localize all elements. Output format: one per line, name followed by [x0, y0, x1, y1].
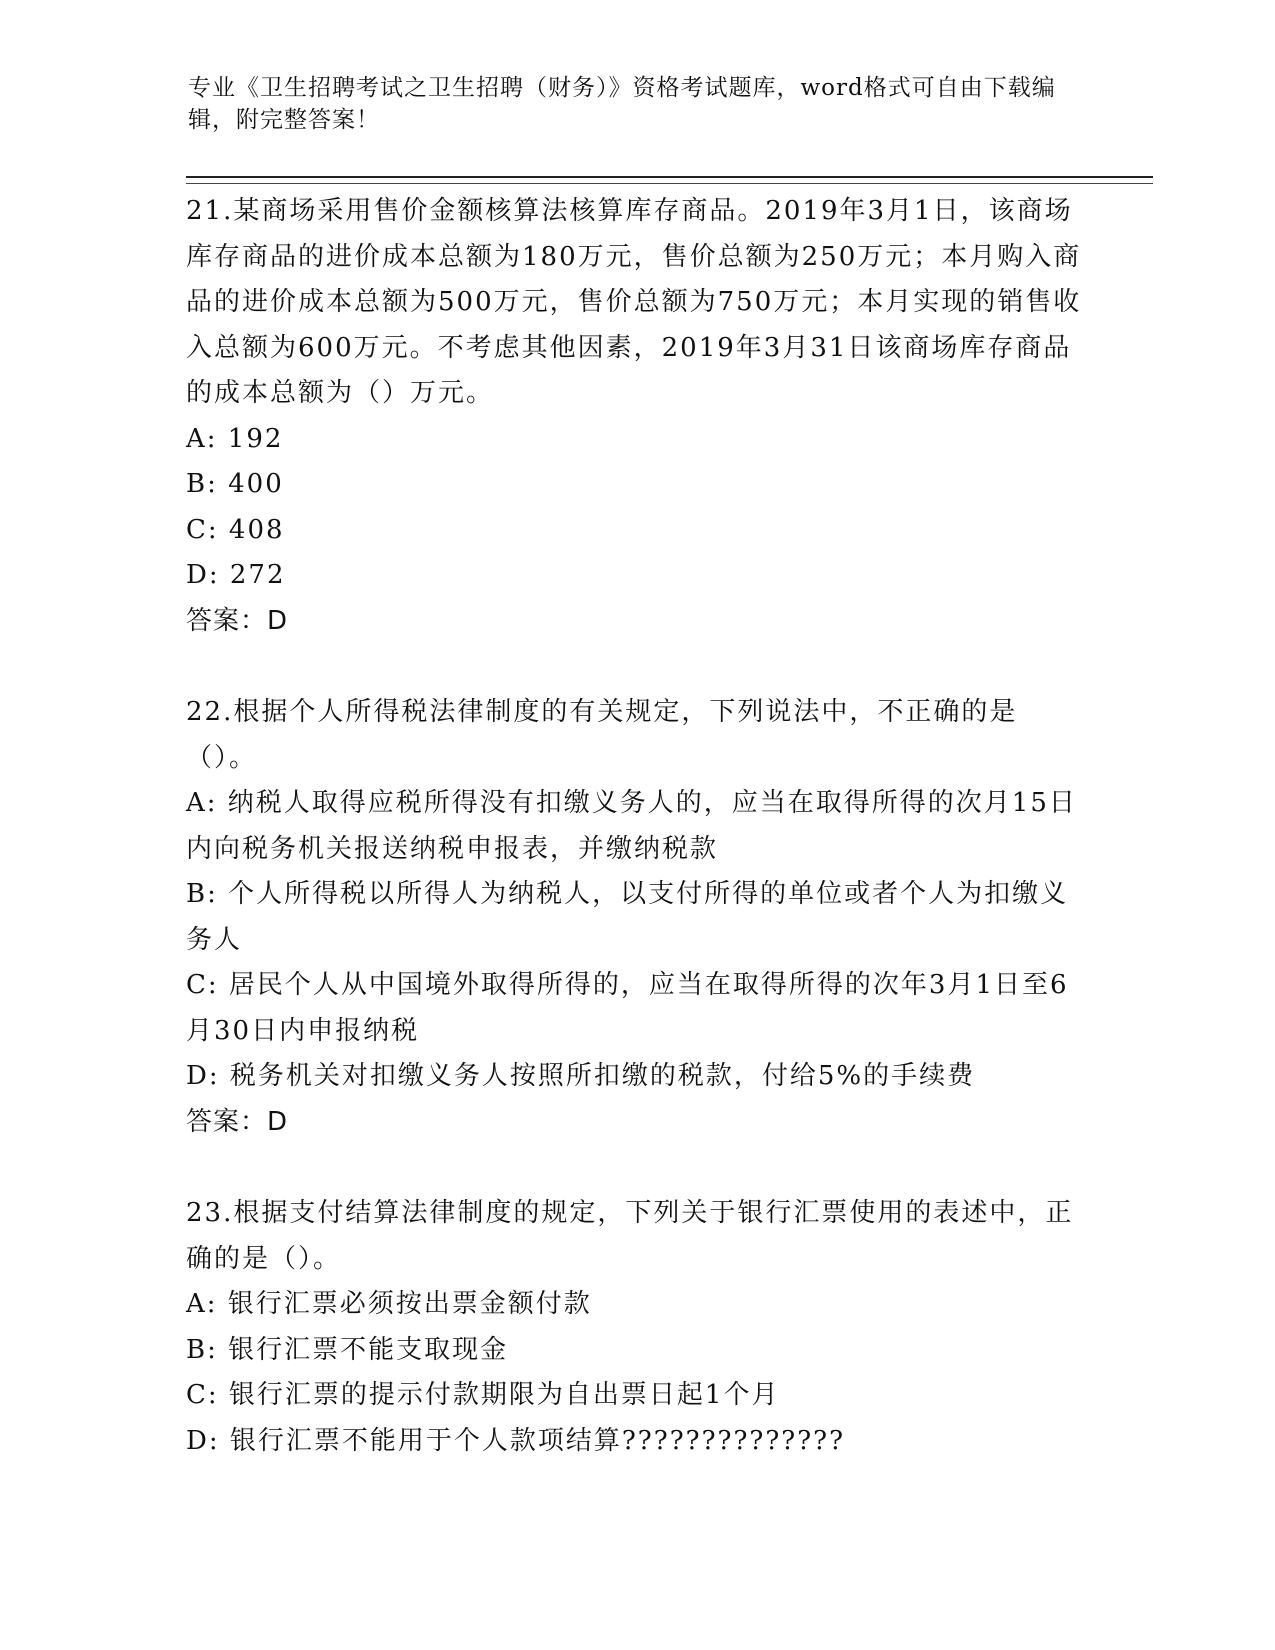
question-23 — [186, 1191, 1086, 1464]
answer-label: 答案：D — [186, 1106, 289, 1137]
question-list — [186, 189, 1086, 1464]
question-22 — [186, 690, 1086, 1145]
option-b: B: 400 — [186, 469, 284, 499]
option-c: C: 408 — [186, 514, 285, 545]
option-b: B: 个人所得税以所得人为纳税人，以支付所得的单位或者个人为扣缴义务人 — [186, 879, 1069, 955]
question-stem: 21.某商场采用售价金额核算法核算库存商品。2019年3月1日，该商场库存商品的进价成本总额为180万元，售价总额为250万元；本月购入商品的进价成本总额为500万元，售价总额为750万元；本月实现的销售收入总额为600万元。不考虑其他因素，2019年3月31日该商场库存商品的成本总额为（）万元。 — [186, 196, 1082, 408]
header-divider-thick — [186, 176, 1153, 178]
document-header: 专业《卫生招聘考试之卫生招聘（财务）》资格考试题库，word格式可自由下载编辑，附完整答案！ — [188, 75, 1056, 133]
option-d: D: 银行汇票不能用于个人款项结算?????????????? — [186, 1425, 846, 1456]
option-a: A: 192 — [186, 423, 284, 454]
answer-label: 答案：D — [186, 605, 289, 636]
option-a: A: 银行汇票必须按出票金额付款 — [186, 1289, 592, 1319]
question-21 — [186, 189, 1086, 644]
question-stem: 22.根据个人所得税法律制度的有关规定，下列说法中，不正确的是（）。 — [186, 697, 1018, 773]
option-c: C: 银行汇票的提示付款期限为自出票日起1个月 — [186, 1380, 780, 1410]
option-a: A: 纳税人取得应税所得没有扣缴义务人的，应当在取得所得的次月15日内向税务机关报送纳税申报表，并缴纳税款 — [186, 788, 1077, 864]
option-b: B: 银行汇票不能支取现金 — [186, 1334, 509, 1365]
question-stem: 23.根据支付结算法律制度的规定，下列关于银行汇票使用的表述中，正确的是（）。 — [186, 1198, 1074, 1274]
header-divider-thin — [186, 183, 1153, 184]
option-c: C: 居民个人从中国境外取得所得的，应当在取得所得的次年3月1日至6月30日内申报纳税 — [186, 970, 1069, 1046]
option-d: D: 272 — [186, 560, 286, 590]
option-d: D: 税务机关对扣缴义务人按照所扣缴的税款，付给5%的手续费 — [186, 1061, 976, 1091]
